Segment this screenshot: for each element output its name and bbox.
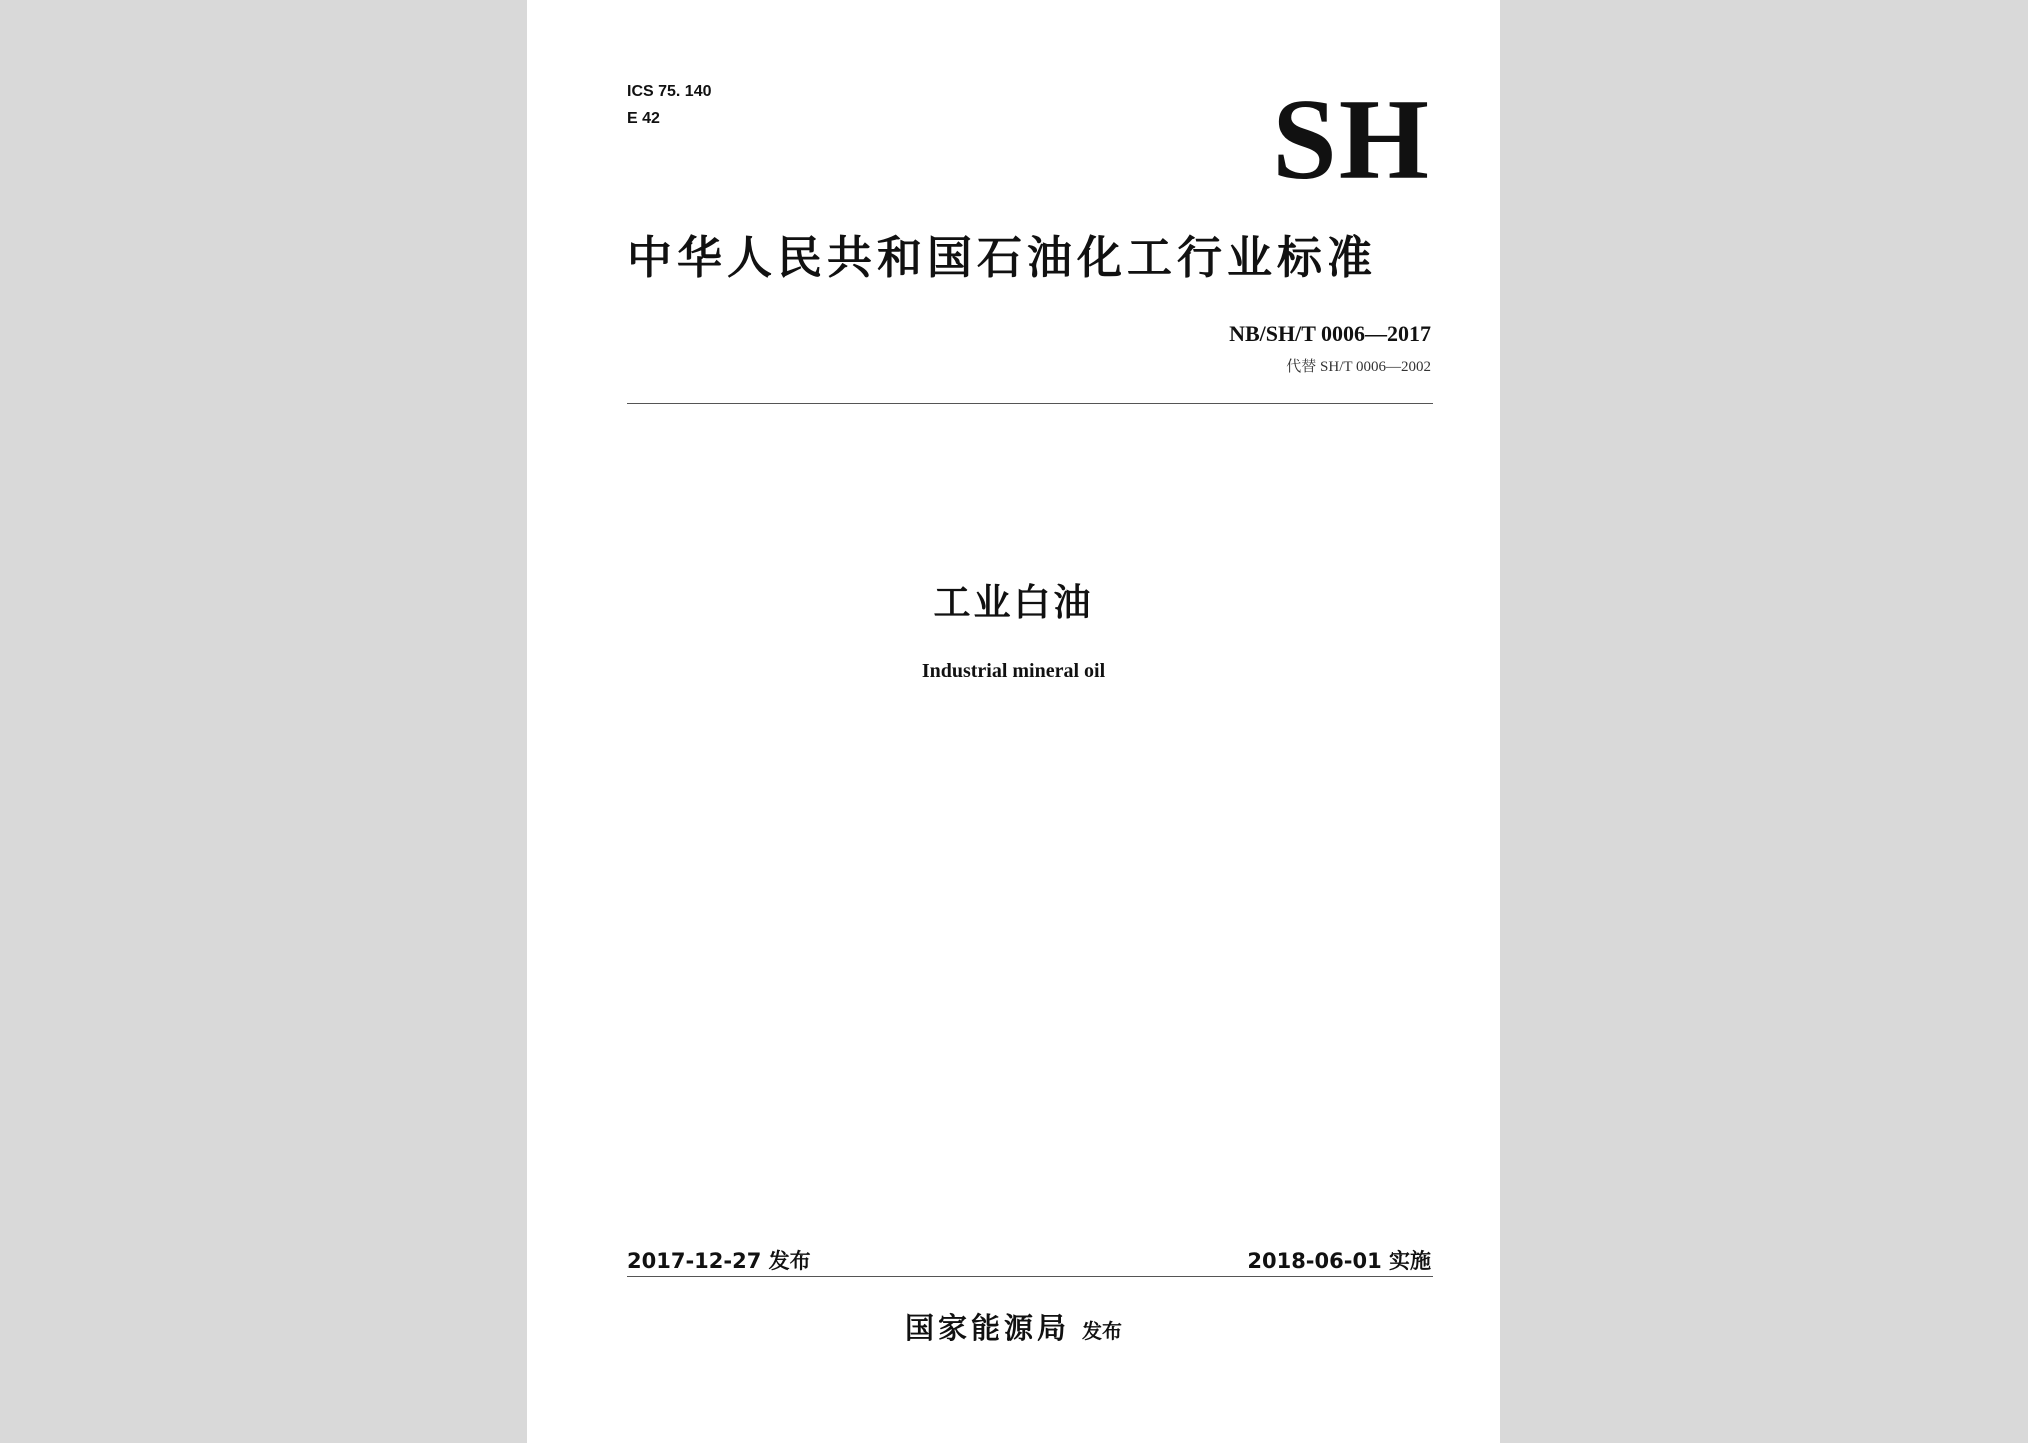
header-divider — [627, 403, 1433, 404]
effective-date: 2018-06-01 实施 — [1247, 1249, 1431, 1273]
footer-divider — [627, 1276, 1433, 1277]
ics-code: ICS 75. 140 — [627, 83, 712, 100]
replaces-standard: 代替 SH/T 0006—2002 — [1286, 359, 1431, 375]
document-title-english: Industrial mineral oil — [921, 660, 1106, 682]
standard-type-title: 中华人民共和国石油化工行业标准 — [627, 231, 1378, 284]
publisher-suffix: 发布 — [1082, 1319, 1122, 1343]
ccs-code: E 42 — [627, 110, 660, 127]
publisher-line — [527, 1306, 1500, 1347]
document-title-chinese: 工业白油 — [933, 581, 1094, 624]
sh-logo: SH — [1272, 76, 1431, 204]
document-page — [527, 0, 1500, 1443]
issue-date: 2017-12-27 发布 — [627, 1249, 811, 1273]
publisher-name: 国家能源局 — [904, 1311, 1070, 1345]
standard-code: NB/SH/T 0006—2017 — [1229, 321, 1431, 346]
